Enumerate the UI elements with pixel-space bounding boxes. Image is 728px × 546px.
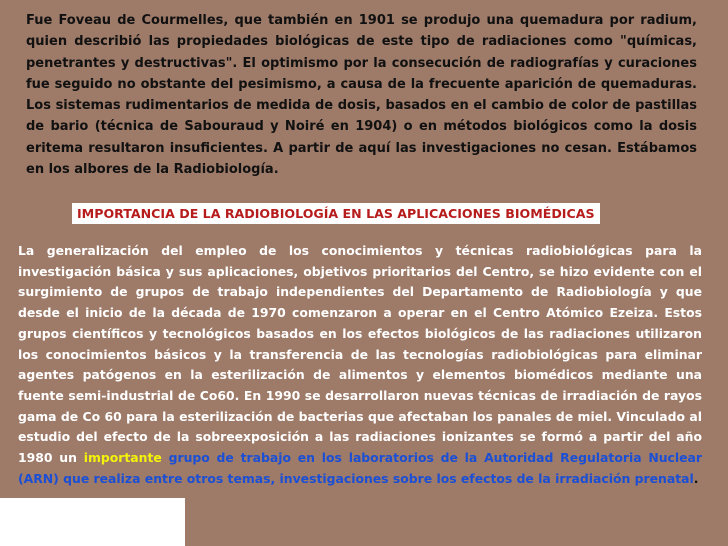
section-heading: IMPORTANCIA DE LA RADIOBIOLOGÍA EN LAS APLICACIONES BIOMÉDICAS [72,203,600,224]
highlight-importante: importante [83,450,162,466]
body-paragraph [18,241,702,489]
body-text-space [162,450,169,465]
highlight-grupo-trabajo: grupo de trabajo en los laboratorios de la Autoridad Regulatoria Nuclear (ARN) que realiza entre otros temas, investigaciones sobre los efectos de la irradiación prenatal [18,450,702,486]
body-text-main: La generalización del empleo de los conocimientos y técnicas radiobiológicas para la investigación básica y sus aplicaciones, objetivos prioritarios del Centro, se hizo evidente con el surgimiento de grupos de trabajo independientes del Departamento de Radiobiología y que desde el inicio de la década de 1970 comenzaron a operar en el Centro Atómico Ezeiza. Estos grupos científicos y tecnológicos basados en los efectos biológicos de las radiaciones utilizaron los conocimientos básicos y la transferencia de las tecnologías radiobiológicas para eliminar agentes patógenos en la esterilización de alimentos y elementos biomédicos mediante una fuente semi-industrial de Co60. En 1990 se desarrollaron nuevas técnicas de irradiación de rayos gama de Co 60 para la esterilización de bacterias que afectaban los panales de miel. Vinculado al estudio del efecto de la sobreexposición a las radiaciones ionizantes se formó a partir del año 1980 un [18,243,702,466]
body-text-end: . [693,470,699,486]
intro-paragraph: Fue Foveau de Courmelles, que también en 1901 se produjo una quemadura por radium, quien describió las propiedades biológicas de este tipo de radiaciones como "químicas, penetrantes y destructivas". El optimismo por la consecución de radiografías y curaciones fue seguido no obstante del pesimismo, a causa de la frecuente aparición de quemaduras. Los sistemas rudimentarios de medida de dosis, basados en el cambio de color de pastillas de bario (técnica de Sabouraud y Noiré en 1904) o en métodos biológicos como la dosis eritema resultaron insuficientes. A partir de aquí las investigaciones no cesan. Estábamos en los albores de la Radiobiología. [26,13,697,178]
bottom-white-strip [0,498,185,546]
